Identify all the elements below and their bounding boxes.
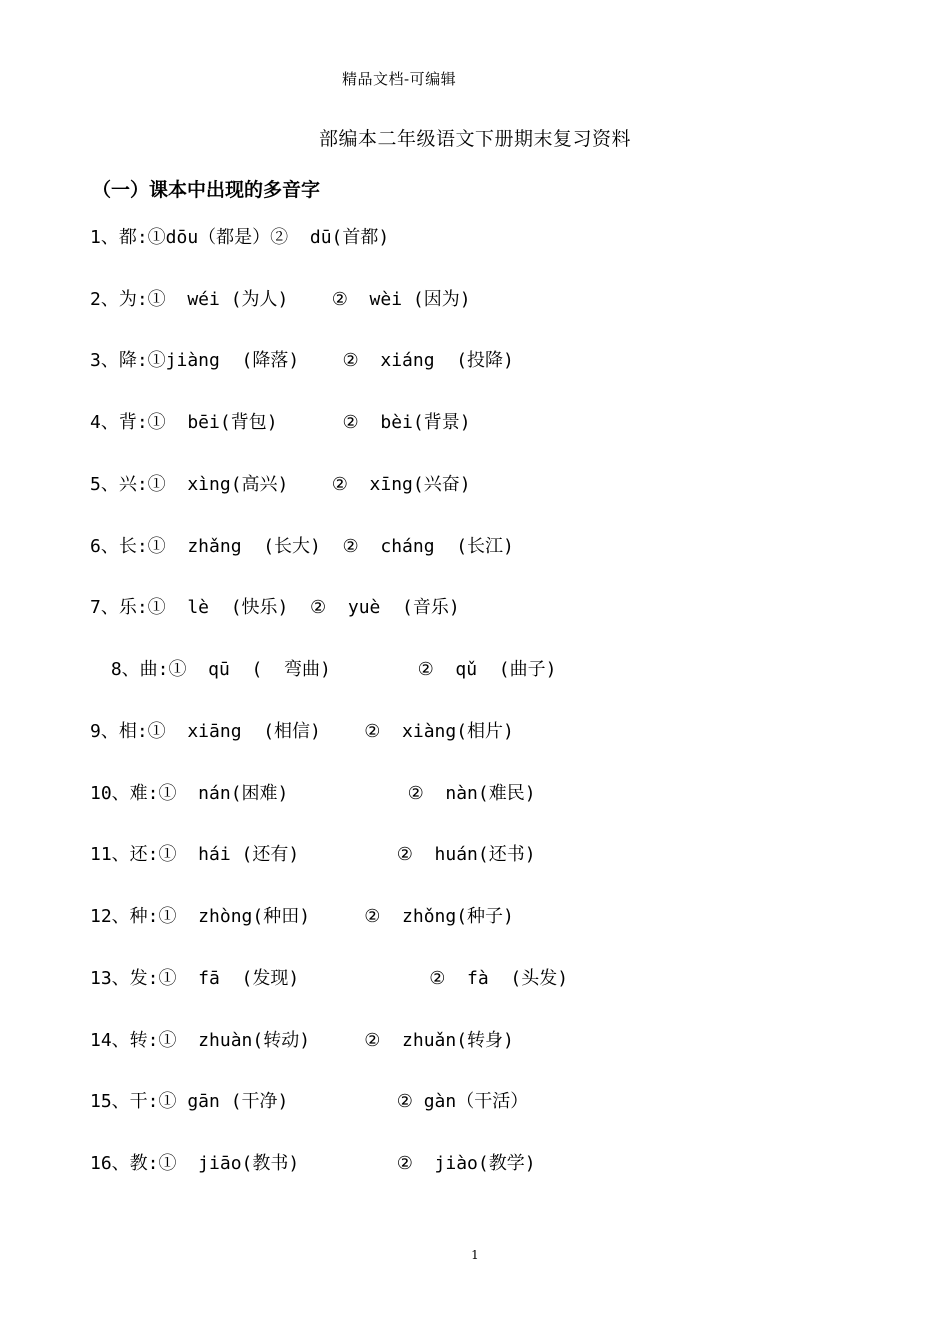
polyphonic-entry-12: 12、种:① zhòng(种田) ② zhǒng(种子) — [90, 906, 514, 927]
polyphonic-entry-14: 14、转:① zhuàn(转动) ② zhuǎn(转身) — [90, 1030, 514, 1051]
polyphonic-entry-9: 9、相:① xiāng (相信) ② xiàng(相片) — [90, 721, 514, 742]
polyphonic-entry-7: 7、乐:① lè (快乐) ② yuè (音乐) — [90, 597, 460, 618]
document-title: 部编本二年级语文下册期末复习资料 — [318, 128, 631, 150]
polyphonic-entry-15: 15、干:① gān (干净) ② gàn（干活） — [90, 1091, 529, 1112]
section-title: （一）课本中出现的多音字 — [92, 179, 321, 201]
header-note: 精品文档-可编辑 — [342, 70, 457, 88]
polyphonic-entry-1: 1、都:①dōu（都是）② dū(首都) — [90, 227, 390, 248]
polyphonic-entry-10: 10、难:① nán(困难) ② nàn(难民) — [90, 783, 536, 804]
polyphonic-entry-3: 3、降:①jiàng (降落) ② xiáng (投降) — [90, 350, 514, 371]
page-number: 1 — [471, 1248, 479, 1262]
polyphonic-entry-2: 2、为:① wéi (为人) ② wèi (因为) — [90, 289, 471, 310]
polyphonic-entry-13: 13、发:① fā (发现) ② fà (头发) — [90, 968, 569, 989]
polyphonic-entry-16: 16、教:① jiāo(教书) ② jiào(教学) — [90, 1153, 536, 1174]
polyphonic-entry-6: 6、长:① zhǎng (长大) ② cháng (长江) — [90, 536, 514, 557]
polyphonic-entry-8: 8、曲:① qū ( 弯曲) ② qǔ (曲子) — [100, 659, 557, 680]
polyphonic-entry-11: 11、还:① hái (还有) ② huán(还书) — [90, 844, 536, 865]
polyphonic-entry-4: 4、背:① bēi(背包) ② bèi(背景) — [90, 412, 471, 433]
polyphonic-entry-5: 5、兴:① xìng(高兴) ② xīng(兴奋) — [90, 474, 471, 495]
